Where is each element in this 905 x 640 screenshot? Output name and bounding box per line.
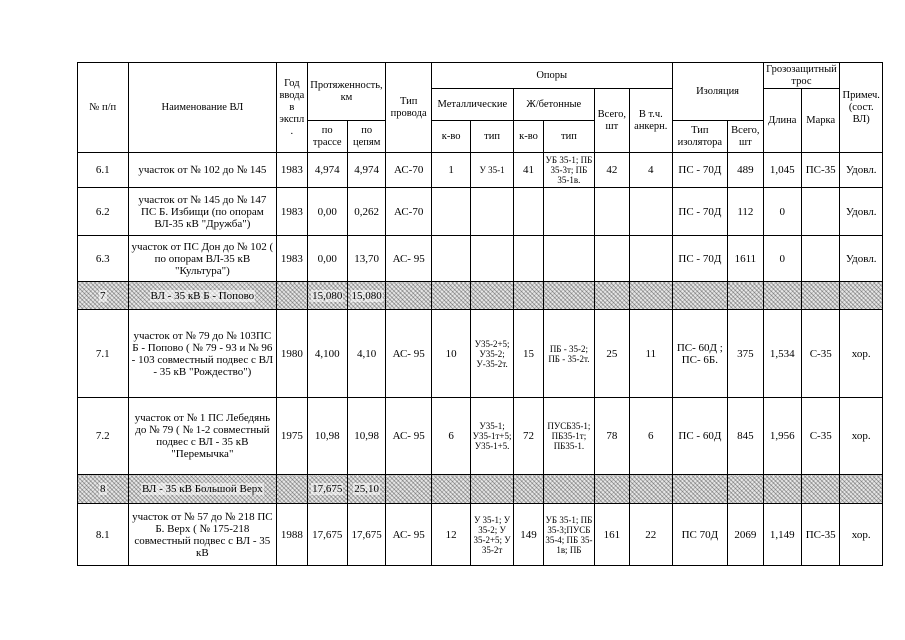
row-len-circ: 13,70 xyxy=(347,236,385,282)
row-met-qty: 6 xyxy=(431,398,470,475)
row-num: 7.2 xyxy=(78,398,129,475)
section-num: 8 xyxy=(100,483,106,495)
row-anchor: 4 xyxy=(630,153,672,188)
header-insulator-type: Тип изолятора xyxy=(672,121,728,153)
row-len-circ: 17,675 xyxy=(347,504,385,566)
row-total: 161 xyxy=(594,504,629,566)
row-anchor: 11 xyxy=(630,310,672,398)
row-met-type: У 35-1 xyxy=(471,153,513,188)
row-note: Удовл. xyxy=(840,188,883,236)
row-len-trace: 4,100 xyxy=(307,310,347,398)
power-line-table-sheet xyxy=(77,62,883,582)
row-wire: АС- 95 xyxy=(386,398,432,475)
row-name: участок от № 1 ПС Лебедянь до № 79 ( № 1-2 совместный подвес с ВЛ - 35 кВ "Перемычка" xyxy=(128,398,277,475)
row-con-type xyxy=(544,188,595,236)
header-length: Протяженность, км xyxy=(307,63,386,121)
row-met-qty: 10 xyxy=(431,310,470,398)
header-metal: Металлические xyxy=(431,89,513,121)
row-gw-brand: С-35 xyxy=(801,398,839,475)
row-year: 1983 xyxy=(277,236,307,282)
header-supports: Опоры xyxy=(431,63,672,89)
row-name: участок от ПС Дон до № 102 ( по опорам ВЛ-35 кВ "Культура") xyxy=(128,236,277,282)
row-total: 25 xyxy=(594,310,629,398)
row-num: 8.1 xyxy=(78,504,129,566)
row-wire: АС- 95 xyxy=(386,504,432,566)
row-gw-brand: ПС-35 xyxy=(801,153,839,188)
section-len-trace: 15,080 xyxy=(312,289,343,302)
row-wire: АС-70 xyxy=(386,188,432,236)
row-year: 1983 xyxy=(277,188,307,236)
table-row xyxy=(78,504,883,566)
row-con-qty: 72 xyxy=(513,398,543,475)
row-total: 42 xyxy=(594,153,629,188)
section-name: ВЛ - 35 кВ Большой Верх xyxy=(142,483,263,495)
power-line-table xyxy=(77,62,883,566)
row-ins-total: 1611 xyxy=(728,236,763,282)
row-len-trace: 0,00 xyxy=(307,188,347,236)
header-incl-anchor: В т.ч. анкерн. xyxy=(630,89,672,153)
header-ground-wire: Грозозащитный трос xyxy=(763,63,840,89)
row-len-circ: 4,10 xyxy=(347,310,385,398)
row-gw-len: 1,534 xyxy=(763,310,801,398)
row-year: 1983 xyxy=(277,153,307,188)
row-year: 1980 xyxy=(277,310,307,398)
row-gw-brand xyxy=(801,236,839,282)
row-total: 78 xyxy=(594,398,629,475)
row-met-type: У35-1; У35-1т+5; У35-1+5. xyxy=(471,398,513,475)
table-row xyxy=(78,188,883,236)
header-metal-qty: к-во xyxy=(431,121,470,153)
row-con-qty: 15 xyxy=(513,310,543,398)
row-met-type: У 35-1; У 35-2; У 35-2+5; У 35-2т xyxy=(471,504,513,566)
row-anchor xyxy=(630,236,672,282)
row-wire: АС- 95 xyxy=(386,310,432,398)
row-gw-brand xyxy=(801,188,839,236)
row-gw-brand: ПС-35 xyxy=(801,504,839,566)
table-row xyxy=(78,310,883,398)
header-total: Всего, шт xyxy=(594,89,629,153)
table-row xyxy=(78,398,883,475)
row-wire: АС- 95 xyxy=(386,236,432,282)
section-row xyxy=(78,282,883,310)
section-name: ВЛ - 35 кВ Б - Попово xyxy=(150,289,255,302)
row-ins-total: 489 xyxy=(728,153,763,188)
row-gw-len: 0 xyxy=(763,236,801,282)
section-len-trace: 17,675 xyxy=(312,483,343,495)
row-con-type: УБ 35-1; ПБ 35-3;ПУСБ 35-4; ПБ 35-1в; ПБ xyxy=(544,504,595,566)
row-con-qty xyxy=(513,188,543,236)
row-len-circ: 0,262 xyxy=(347,188,385,236)
row-ins-type: ПС - 70Д xyxy=(672,153,728,188)
row-met-type: У35-2+5; У35-2; У-35-2т. xyxy=(471,310,513,398)
header-length-circuits: по цепям xyxy=(347,121,385,153)
row-gw-len: 1,045 xyxy=(763,153,801,188)
header-note: Примеч. (сост. ВЛ) xyxy=(840,63,883,153)
row-ins-type: ПС 70Д xyxy=(672,504,728,566)
row-con-type: ПУСБ35-1; ПБ35-1т; ПБ35-1. xyxy=(544,398,595,475)
row-ins-type: ПС - 70Д xyxy=(672,236,728,282)
row-note: хор. xyxy=(840,504,883,566)
row-met-type xyxy=(471,236,513,282)
row-con-qty xyxy=(513,236,543,282)
row-name: участок от № 57 до № 218 ПС Б. Верх ( № 175-218 совместный подвес с ВЛ - 35 кВ xyxy=(128,504,277,566)
section-len-circ: 15,080 xyxy=(351,289,382,302)
header-length-trace: по трассе xyxy=(307,121,347,153)
row-con-type: УБ 35-1; ПБ 35-3т; ПБ 35-1в. xyxy=(544,153,595,188)
row-note: хор. xyxy=(840,398,883,475)
header-gw-length: Длина xyxy=(763,89,801,153)
header-name: Наименование ВЛ xyxy=(128,63,277,153)
row-met-qty xyxy=(431,236,470,282)
row-met-qty xyxy=(431,188,470,236)
header-metal-type: тип xyxy=(471,121,513,153)
row-con-qty: 149 xyxy=(513,504,543,566)
row-num: 6.1 xyxy=(78,153,129,188)
row-name: участок от № 79 до № 103ПС Б - Попово ( № 79 - 93 и № 96 - 103 совместный подвес с ВЛ - 35 кВ "Рождество") xyxy=(128,310,277,398)
header-insulation: Изоляция xyxy=(672,63,763,121)
row-len-trace: 0,00 xyxy=(307,236,347,282)
row-gw-brand: С-35 xyxy=(801,310,839,398)
row-con-qty: 41 xyxy=(513,153,543,188)
row-ins-total: 845 xyxy=(728,398,763,475)
row-len-trace: 10,98 xyxy=(307,398,347,475)
row-len-circ: 10,98 xyxy=(347,398,385,475)
row-note: хор. xyxy=(840,310,883,398)
row-year: 1975 xyxy=(277,398,307,475)
row-anchor xyxy=(630,188,672,236)
row-gw-len: 0 xyxy=(763,188,801,236)
section-len-circ: 25,10 xyxy=(354,483,380,495)
row-note: Удовл. xyxy=(840,236,883,282)
row-ins-total: 2069 xyxy=(728,504,763,566)
row-num: 6.3 xyxy=(78,236,129,282)
row-wire: АС-70 xyxy=(386,153,432,188)
section-num: 7 xyxy=(100,289,106,302)
header-concrete-type: тип xyxy=(544,121,595,153)
row-gw-len: 1,956 xyxy=(763,398,801,475)
row-num: 6.2 xyxy=(78,188,129,236)
row-year: 1988 xyxy=(277,504,307,566)
row-total xyxy=(594,188,629,236)
row-len-trace: 17,675 xyxy=(307,504,347,566)
row-con-type xyxy=(544,236,595,282)
header-year: Год ввода в экспл. xyxy=(277,63,307,153)
row-ins-type: ПС - 60Д xyxy=(672,398,728,475)
row-met-qty: 12 xyxy=(431,504,470,566)
row-name: участок от № 102 до № 145 xyxy=(128,153,277,188)
section-row xyxy=(78,475,883,504)
row-met-qty: 1 xyxy=(431,153,470,188)
row-len-circ: 4,974 xyxy=(347,153,385,188)
table-row xyxy=(78,236,883,282)
row-num: 7.1 xyxy=(78,310,129,398)
row-total xyxy=(594,236,629,282)
row-ins-type: ПС - 70Д xyxy=(672,188,728,236)
row-anchor: 22 xyxy=(630,504,672,566)
row-anchor: 6 xyxy=(630,398,672,475)
row-con-type: ПБ - 35-2; ПБ - 35-2т. xyxy=(544,310,595,398)
row-len-trace: 4,974 xyxy=(307,153,347,188)
row-ins-total: 112 xyxy=(728,188,763,236)
row-note: Удовл. xyxy=(840,153,883,188)
header-ins-total: Всего, шт xyxy=(728,121,763,153)
header-gw-brand: Марка xyxy=(801,89,839,153)
row-met-type xyxy=(471,188,513,236)
header-wire-type: Тип провода xyxy=(386,63,432,153)
row-ins-type: ПС- 60Д ; ПС- 6Б. xyxy=(672,310,728,398)
header-concrete: Ж/бетонные xyxy=(513,89,594,121)
header-num: № п/п xyxy=(78,63,129,153)
row-gw-len: 1,149 xyxy=(763,504,801,566)
table-row xyxy=(78,153,883,188)
row-ins-total: 375 xyxy=(728,310,763,398)
row-name: участок от № 145 до № 147 ПС Б. Избищи (по опорам ВЛ-35 кВ "Дружба") xyxy=(128,188,277,236)
header-concrete-qty: к-во xyxy=(513,121,543,153)
